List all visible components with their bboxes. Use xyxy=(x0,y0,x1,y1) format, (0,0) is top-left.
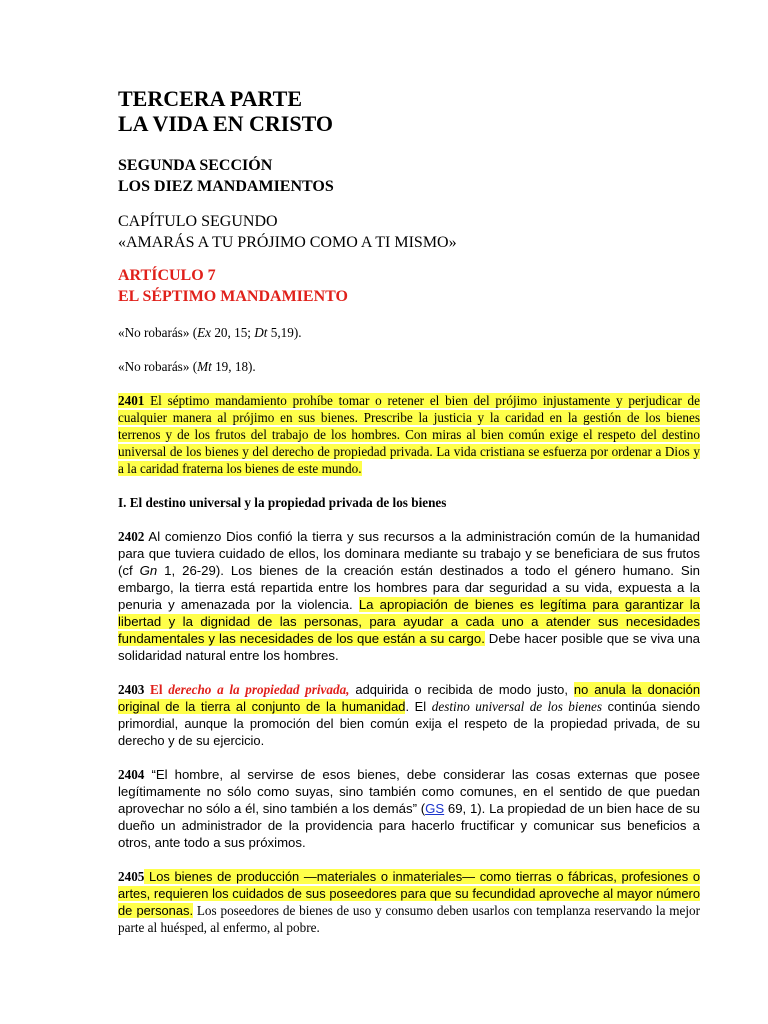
paragraph-number: 2404 xyxy=(118,767,145,782)
paragraph-number: 2403 xyxy=(118,682,145,697)
paragraph-number: 2405 xyxy=(118,869,145,884)
paragraph-number: 2401 xyxy=(118,393,145,408)
term-destino-universal: destino universal de los bienes xyxy=(431,699,602,714)
highlight: La apropiación de bienes es legítima para garantizar la libertad y la dignidad de las personas, para ayudar a cada uno a atender sus necesidades fundamentales y las necesidades de los que están a su cargo. xyxy=(118,597,700,646)
term-derecho-propiedad: derecho a la propiedad privada, xyxy=(168,682,350,697)
article-label: ARTÍCULO 7 xyxy=(118,267,216,284)
chapter-heading xyxy=(118,211,700,253)
part-label: TERCERA PARTE xyxy=(118,86,303,111)
highlight: no anula la donación original de la tierra al conjunto de la humanidad xyxy=(118,682,701,714)
paragraph-2403: 2403 El derecho a la propiedad privada, adquirida o recibida de modo justo, no anula la donación original de la tierra al conjunto de la humanidad. El destino universal de los bienes continúa siendo primordial, aunque la promoción del bien común exija el respeto de la propiedad privada, de su derecho y de su ejercicio. xyxy=(118,682,701,748)
chapter-title: «AMARÁS A TU PRÓJIMO COMO A TI MISMO» xyxy=(118,234,457,251)
paragraph-2405: 2405 Los bienes de producción —materiales o inmateriales— como tierras o fábricas, profesiones o artes, requieren los cuidados de sus poseedores para que su fecundidad aproveche al mayor número de personas. Los poseedores de bienes de uso y consumo deben usarlos con templanza reservando la mejor parte al huésped, al enfermo, al pobre. xyxy=(118,869,700,935)
paragraph-2402: 2402 Al comienzo Dios confió la tierra y sus recursos a la administración común de la humanidad para que tuviera cuidado de ellos, los dominara mediante su trabajo y se beneficiara de sus frutos (cf Gn 1, 26-29). Los bienes de la creación están destinados a todo el género humano. Sin embargo, la tierra está repartida entre los hombres para dar seguridad a su vida, expuesta a la penuria y amenazada por la violencia. La apropiación de bienes es legítima para garantizar la libertad y la dignidad de las personas, para ayudar a cada uno a atender sus necesidades fundamentales y las necesidades de los que están a su cargo. Debe hacer posible que se viva una solidaridad natural entre los hombres. xyxy=(118,529,700,663)
paragraph-2401: 2401 El séptimo mandamiento prohíbe tomar o retener el bien del prójimo injustamente y perjudicar de cualquier manera al prójimo en sus bienes. Prescribe la justicia y la caridad en la gestión de los bienes terrenos y de los frutos del trabajo de los hombres. Con miras al bien común exige el respeto del destino universal de los bienes y del derecho de propiedad privada. La vida cristiana se esfuerza por ordenar a Dios y a la caridad fraterna los bienes de este mundo. xyxy=(118,393,700,476)
part-heading xyxy=(118,86,700,136)
document-page xyxy=(118,86,700,936)
highlight: Los bienes de producción —materiales o inmateriales— como tierras o fábricas, profesiones o artes, requieren los cuidados de sus poseedores para que su fecundidad aproveche al mayor número de personas. xyxy=(118,869,700,918)
section-i-title: I. El destino universal y la propiedad privada de los bienes xyxy=(118,495,447,510)
quote-exodus: «No robarás» (Ex 20, 15; Dt 5,19). xyxy=(118,325,302,340)
section-heading xyxy=(118,155,700,197)
section-title: LOS DIEZ MANDAMIENTOS xyxy=(118,178,334,195)
gs-reference-link[interactable]: GS xyxy=(425,801,445,816)
paragraph-number: 2402 xyxy=(118,529,145,544)
quote-matthew: «No robarás» (Mt 19, 18). xyxy=(118,359,256,374)
part-title: LA VIDA EN CRISTO xyxy=(118,111,333,136)
section-label: SEGUNDA SECCIÓN xyxy=(118,157,273,174)
paragraph-2404: 2404 “El hombre, al servirse de esos bienes, debe considerar las cosas externas que posee legítimamente no sólo como suyas, sino también como comunes, en el sentido de que puedan aprovechar no sólo a él, sino también a los demás” (GS 69, 1). La propiedad de un bien hace de su dueño un administrador de la providencia para hacerlo fructificar y comunicar sus beneficios a otros, ante todo a sus próximos. xyxy=(118,767,700,850)
article-title: EL SÉPTIMO MANDAMIENTO xyxy=(118,288,348,305)
article-heading xyxy=(118,265,700,307)
chapter-label: CAPÍTULO SEGUNDO xyxy=(118,213,278,230)
